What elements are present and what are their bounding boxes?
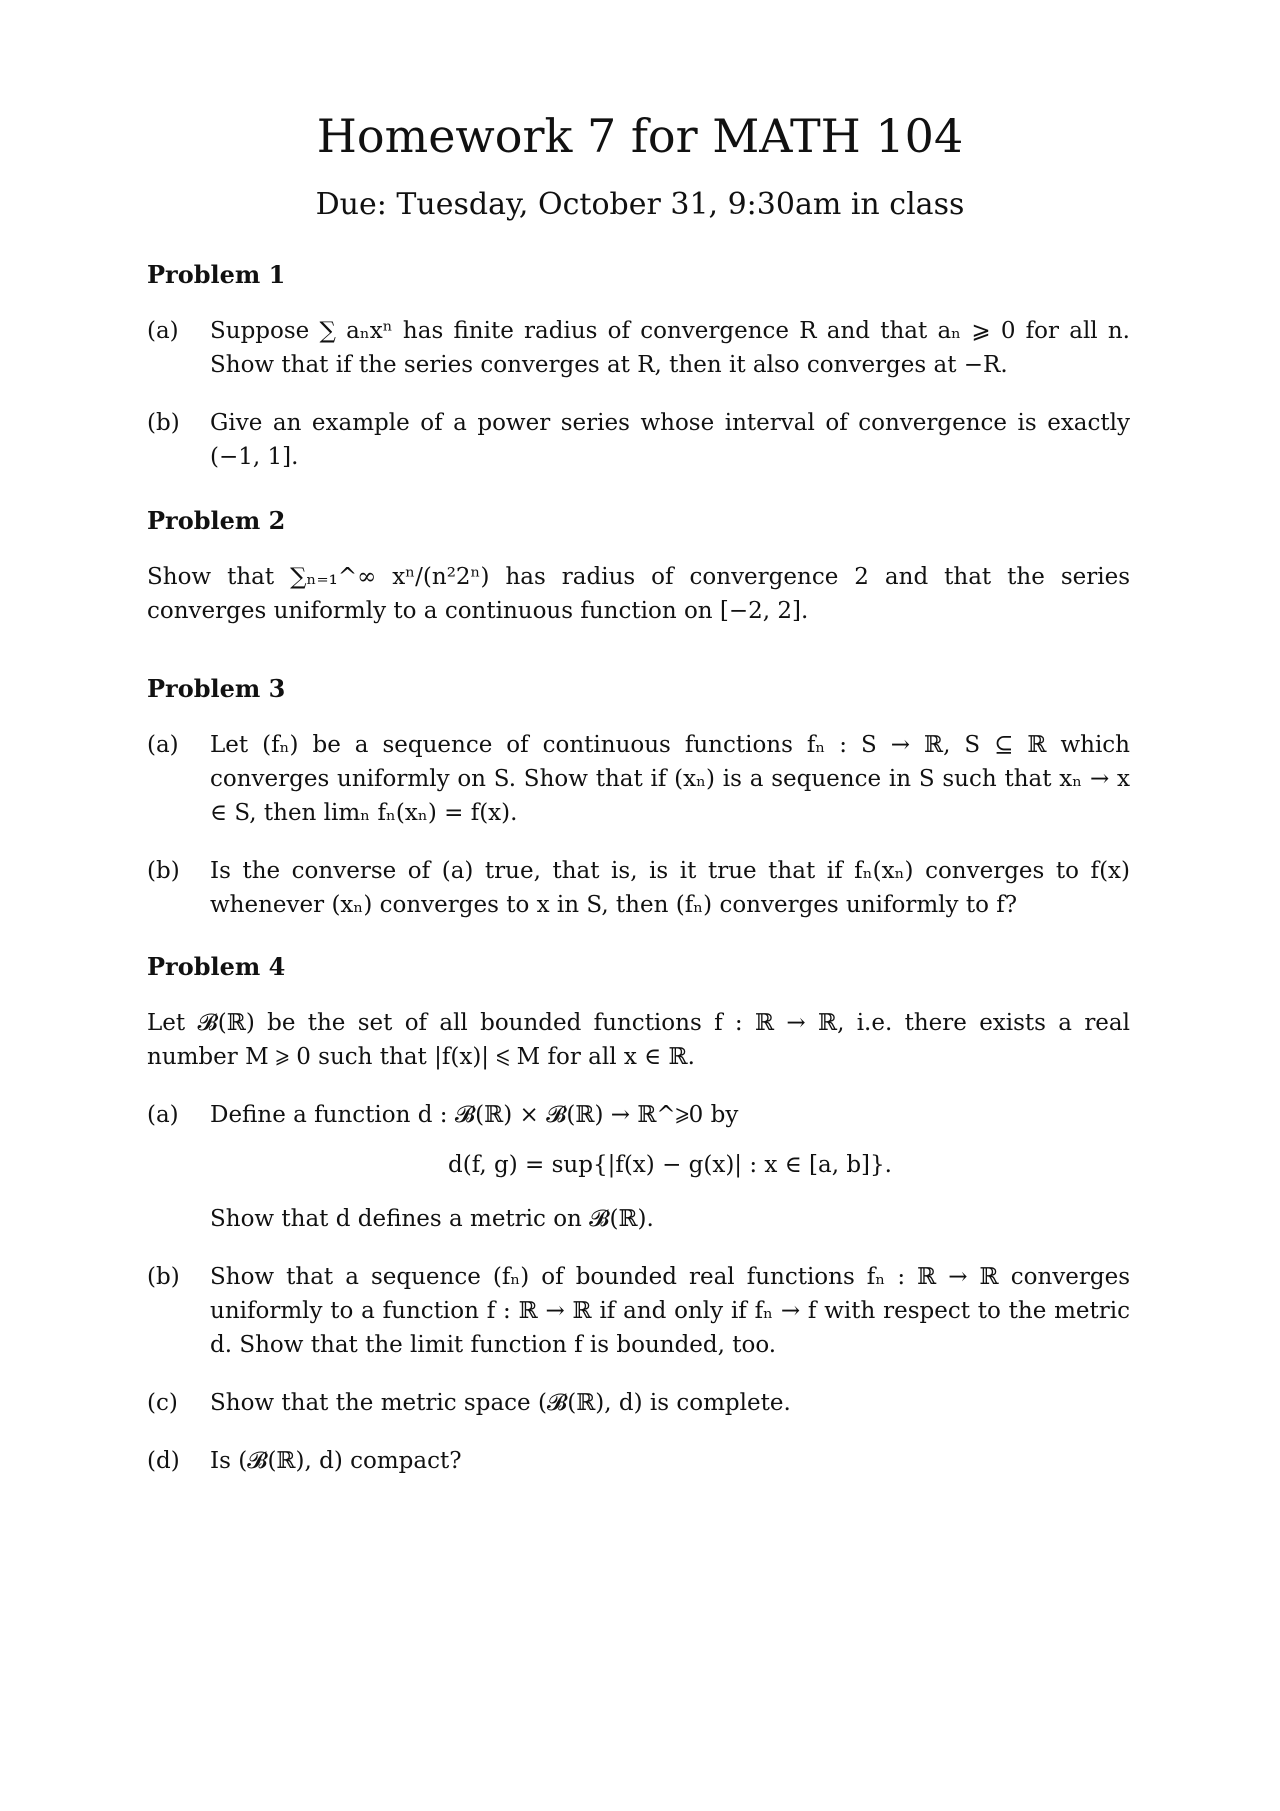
part-label: (b) [147, 858, 180, 884]
problem-1-part-b [147, 406, 1130, 474]
part-body [210, 1098, 1130, 1236]
problem-3-part-a [147, 728, 1130, 830]
part-label: (a) [147, 1102, 179, 1128]
problem-4 [147, 950, 1130, 1478]
part-text: Give an example of a power series whose interval of convergence is exactly (−1, 1]. [210, 410, 1130, 470]
problem-3 [147, 672, 1130, 922]
problem-4-part-a [147, 1098, 1130, 1236]
problem-4-part-b [147, 1260, 1130, 1362]
problem-2-heading: Problem 2 [147, 506, 286, 535]
due-date: Due: Tuesday, October 31, 9:30am in class [315, 187, 965, 222]
problem-3-part-b [147, 854, 1130, 922]
part-text: Show that a sequence (fₙ) of bounded real functions fₙ : ℝ → ℝ converges uniformly to a function f : ℝ → ℝ if and only if fₙ → f with respect to the metric d. Show that the limit function f is bounded, too. [210, 1264, 1130, 1358]
part-text: Is the converse of (a) true, that is, is it true that if fₙ(xₙ) converges to f(x) whenever (xₙ) converges to x in S, then (fₙ) converges uniformly to f? [210, 858, 1130, 918]
problem-1-heading: Problem 1 [147, 260, 286, 289]
part-label: (b) [147, 410, 180, 436]
problem-1 [147, 258, 1130, 474]
problem-2-text: Show that ∑ₙ₌₁^∞ xⁿ/(n²2ⁿ) has radius of convergence 2 and that the series converges uniformly to a continuous function on [−2, 2]. [147, 564, 1130, 624]
part-label: (a) [147, 732, 179, 758]
part-text: Define a function d : 𝓑(ℝ) × 𝓑(ℝ) → ℝ^⩾0 by [210, 1102, 739, 1128]
part-label: (b) [147, 1264, 180, 1290]
problem-3-heading: Problem 3 [147, 674, 286, 703]
problem-4-heading: Problem 4 [147, 952, 286, 981]
problem-2 [147, 504, 1130, 628]
metric-equation: d(f, g) = sup{|f(x) − g(x)| : x ∈ [a, b]}. [448, 1152, 892, 1178]
part-label: (c) [147, 1390, 178, 1416]
part-text: Is (𝓑(ℝ), d) compact? [210, 1448, 462, 1474]
part-label: (a) [147, 318, 179, 344]
part-text: Show that the metric space (𝓑(ℝ), d) is complete. [210, 1390, 791, 1416]
page-title: Homework 7 for MATH 104 [316, 109, 964, 163]
problem-4-part-d [147, 1444, 1130, 1478]
part-text: Let (fₙ) be a sequence of continuous functions fₙ : S → ℝ, S ⊆ ℝ which converges uniformly on S. Show that if (xₙ) is a sequence in S such that xₙ → x ∈ S, then limₙ fₙ(xₙ) = f(x). [210, 732, 1130, 826]
part-label: (d) [147, 1448, 180, 1474]
problem-4-part-c [147, 1386, 1130, 1420]
part-text-continued: Show that d defines a metric on 𝓑(ℝ). [210, 1206, 654, 1232]
part-text: Suppose ∑ aₙxⁿ has finite radius of convergence R and that aₙ ⩾ 0 for all n. Show that if the series converges at R, then it also converges at −R. [210, 318, 1130, 378]
problem-1-part-a [147, 314, 1130, 382]
problem-4-intro: Let 𝓑(ℝ) be the set of all bounded functions f : ℝ → ℝ, i.e. there exists a real number M ⩾ 0 such that |f(x)| ⩽ M for all x ∈ ℝ. [147, 1010, 1130, 1070]
problems-content [147, 258, 1130, 1502]
